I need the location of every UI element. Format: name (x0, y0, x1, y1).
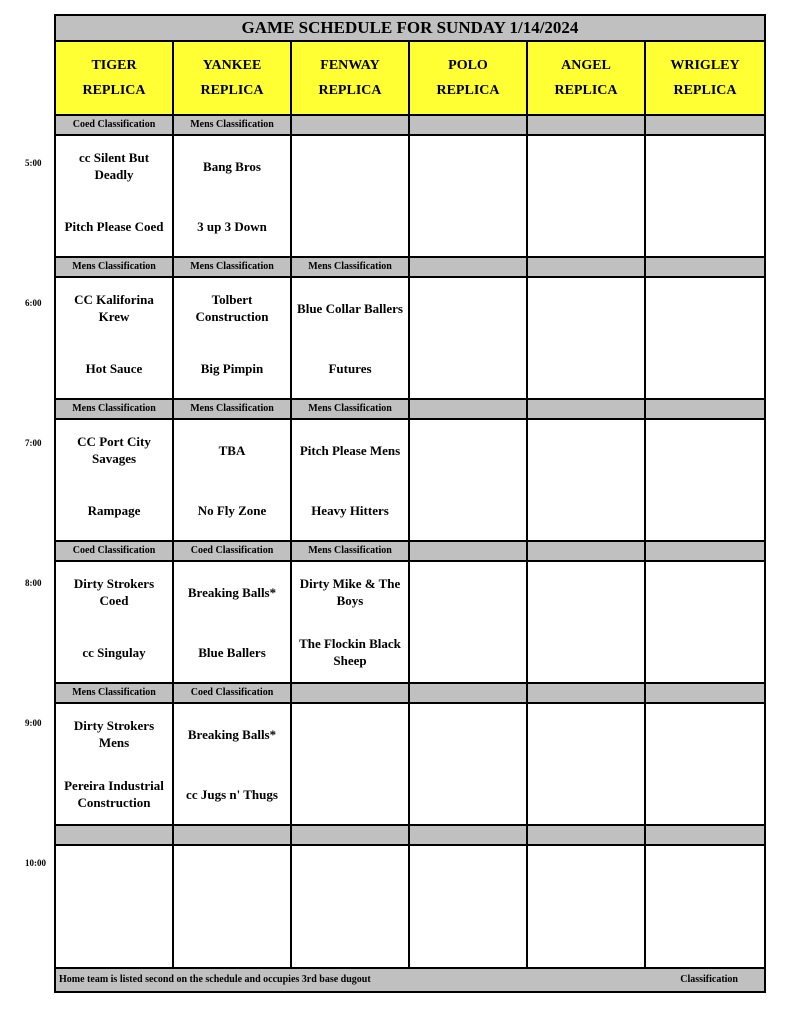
classification-row (56, 116, 764, 136)
away-team: TBA (218, 442, 246, 458)
home-team: Heavy Hitters (311, 502, 389, 518)
game-row (56, 846, 764, 969)
field-sub: REPLICA (554, 82, 618, 98)
game-cell (174, 846, 292, 967)
home-team (174, 906, 290, 966)
game-cell (646, 420, 764, 540)
home-team (410, 338, 526, 398)
game-cell (410, 136, 528, 256)
field-header-polo (410, 42, 528, 114)
classification-cell (528, 116, 646, 134)
field-name: WRIGLEY (670, 57, 740, 73)
field-name: TIGER (91, 57, 137, 73)
home-team (410, 906, 526, 966)
classification-cell (292, 826, 410, 844)
classification-cell (292, 116, 410, 134)
away-team: cc Silent But Deadly (78, 150, 150, 182)
classification-cell (646, 826, 764, 844)
home-team: Hot Sauce (85, 360, 143, 376)
game-cell (528, 562, 646, 682)
classification-cell: Mens Classification (292, 400, 410, 418)
time-label: 8:00 (25, 578, 42, 588)
field-name: POLO (448, 57, 488, 73)
game-row (56, 704, 764, 826)
field-header-angel (528, 42, 646, 114)
game-cell (174, 136, 292, 256)
game-cell (174, 420, 292, 540)
classification-cell (410, 826, 528, 844)
home-team: cc Singulay (82, 644, 146, 660)
away-team (646, 704, 764, 764)
away-team (410, 136, 526, 196)
game-cell (174, 704, 292, 824)
classification-cell (528, 400, 646, 418)
home-team (646, 622, 764, 682)
classification-cell (646, 684, 764, 702)
classification-row (56, 258, 764, 278)
home-team (292, 906, 408, 966)
classification-row (56, 826, 764, 846)
away-team (528, 562, 644, 622)
game-cell (646, 846, 764, 967)
game-row (56, 136, 764, 258)
away-team: CC Kaliforina Krew (74, 292, 154, 324)
game-cell (646, 136, 764, 256)
classification-cell: Mens Classification (292, 258, 410, 276)
away-team (528, 420, 644, 480)
field-sub: REPLICA (200, 82, 264, 98)
home-team: cc Jugs n' Thugs (186, 786, 278, 802)
time-label: 5:00 (25, 158, 42, 168)
home-team (410, 764, 526, 824)
classification-cell (410, 542, 528, 560)
game-cell (292, 704, 410, 824)
field-name: FENWAY (320, 57, 380, 73)
classification-cell (528, 826, 646, 844)
field-header-row (56, 42, 764, 116)
home-team (528, 338, 644, 398)
away-team: Tolbert Construction (195, 292, 269, 324)
schedule-title: GAME SCHEDULE FOR SUNDAY 1/14/2024 (56, 16, 764, 42)
classification-cell (528, 542, 646, 560)
home-team (292, 196, 408, 256)
home-team (646, 480, 764, 540)
field-sub: REPLICA (436, 82, 500, 98)
schedule-footer (56, 969, 764, 991)
game-cell (528, 278, 646, 398)
game-cell (174, 278, 292, 398)
game-cell (292, 562, 410, 682)
game-cell (292, 420, 410, 540)
field-header-fenway (292, 42, 410, 114)
away-team: Pitch Please Mens (299, 442, 401, 458)
away-team: Blue Collar Ballers (297, 300, 403, 316)
home-team (528, 622, 644, 682)
game-cell (56, 136, 174, 256)
classification-cell (174, 826, 292, 844)
schedule-sheet (54, 14, 766, 993)
field-header-wrigley (646, 42, 764, 114)
game-cell (56, 420, 174, 540)
away-team (410, 846, 526, 906)
away-team (646, 562, 764, 622)
classification-cell (410, 684, 528, 702)
game-cell (410, 846, 528, 967)
game-cell (292, 846, 410, 967)
classification-cell: Mens Classification (174, 116, 292, 134)
game-cell (528, 846, 646, 967)
game-cell (646, 704, 764, 824)
classification-cell: Mens Classification (292, 542, 410, 560)
home-team (410, 480, 526, 540)
classification-cell: Mens Classification (174, 400, 292, 418)
game-cell (56, 562, 174, 682)
home-team (646, 196, 764, 256)
home-team (292, 764, 408, 824)
away-team (292, 136, 408, 196)
home-team: Pereira Industrial Construction (64, 778, 164, 810)
footer-note: Home team is listed second on the schedule and occupies 3rd base dugout (59, 974, 371, 985)
home-team (646, 906, 764, 966)
classification-cell (410, 400, 528, 418)
away-team (410, 562, 526, 622)
classification-cell (528, 258, 646, 276)
game-cell (410, 420, 528, 540)
classification-cell (646, 116, 764, 134)
game-cell (646, 562, 764, 682)
away-team: Dirty Mike & The Boys (299, 576, 401, 608)
game-cell (528, 704, 646, 824)
game-cell (410, 278, 528, 398)
classification-row (56, 400, 764, 420)
home-team: No Fly Zone (197, 502, 267, 518)
home-team (528, 480, 644, 540)
classification-cell: Mens Classification (56, 400, 174, 418)
time-label: 7:00 (25, 438, 42, 448)
home-team (56, 906, 172, 966)
away-team (528, 278, 644, 338)
classification-cell (56, 826, 174, 844)
home-team: The Flockin Black Sheep (299, 636, 401, 668)
classification-cell: Mens Classification (56, 258, 174, 276)
away-team: Bang Bros (203, 158, 261, 174)
classification-cell (646, 542, 764, 560)
game-cell (174, 562, 292, 682)
time-label: 10:00 (25, 858, 46, 868)
classification-cell (292, 684, 410, 702)
away-team (646, 278, 764, 338)
classification-cell (646, 258, 764, 276)
game-cell (528, 136, 646, 256)
home-team (528, 196, 644, 256)
home-team: Big Pimpin (200, 360, 264, 376)
home-team: Rampage (87, 502, 141, 518)
time-label: 6:00 (25, 298, 42, 308)
classification-cell: Coed Classification (174, 542, 292, 560)
game-cell (292, 136, 410, 256)
classification-cell (528, 684, 646, 702)
field-sub: REPLICA (673, 82, 737, 98)
game-cell (56, 704, 174, 824)
home-team: 3 up 3 Down (197, 218, 267, 234)
field-name: YANKEE (202, 57, 262, 73)
home-team: Blue Ballers (198, 644, 266, 660)
schedule-slots (56, 116, 764, 969)
away-team (528, 136, 644, 196)
classification-row (56, 542, 764, 562)
home-team (528, 764, 644, 824)
game-row (56, 420, 764, 542)
game-row (56, 562, 764, 684)
away-team: Breaking Balls* (187, 726, 277, 742)
away-team (410, 704, 526, 764)
classification-cell: Mens Classification (56, 684, 174, 702)
home-team (646, 764, 764, 824)
away-team: Dirty Strokers Coed (73, 576, 155, 608)
home-team (528, 906, 644, 966)
away-team (292, 846, 408, 906)
home-team (646, 338, 764, 398)
away-team (646, 846, 764, 906)
away-team (646, 136, 764, 196)
classification-cell (410, 116, 528, 134)
game-cell (410, 704, 528, 824)
away-team (528, 846, 644, 906)
classification-cell (410, 258, 528, 276)
classification-cell: Coed Classification (174, 684, 292, 702)
away-team (56, 846, 172, 906)
away-team: Breaking Balls* (187, 584, 277, 600)
home-team: Pitch Please Coed (64, 218, 164, 234)
away-team (528, 704, 644, 764)
classification-cell: Mens Classification (174, 258, 292, 276)
classification-cell (646, 400, 764, 418)
field-name: ANGEL (561, 57, 611, 73)
game-cell (646, 278, 764, 398)
away-team (292, 704, 408, 764)
field-header-tiger (56, 42, 174, 114)
home-team: Futures (328, 360, 372, 376)
time-label: 9:00 (25, 718, 42, 728)
game-cell (528, 420, 646, 540)
game-cell (410, 562, 528, 682)
classification-cell: Coed Classification (56, 116, 174, 134)
away-team: CC Port City Savages (77, 434, 151, 466)
away-team (410, 278, 526, 338)
game-row (56, 278, 764, 400)
away-team (410, 420, 526, 480)
home-team (410, 196, 526, 256)
game-cell (292, 278, 410, 398)
game-cell (56, 278, 174, 398)
home-team (410, 622, 526, 682)
game-cell (56, 846, 174, 967)
field-sub: REPLICA (318, 82, 382, 98)
classification-row (56, 684, 764, 704)
classification-cell: Coed Classification (56, 542, 174, 560)
field-header-yankee (174, 42, 292, 114)
field-sub: REPLICA (82, 82, 146, 98)
footer-classification: Classification (680, 974, 738, 985)
away-team (174, 846, 290, 906)
away-team (646, 420, 764, 480)
away-team: Dirty Strokers Mens (73, 718, 155, 750)
